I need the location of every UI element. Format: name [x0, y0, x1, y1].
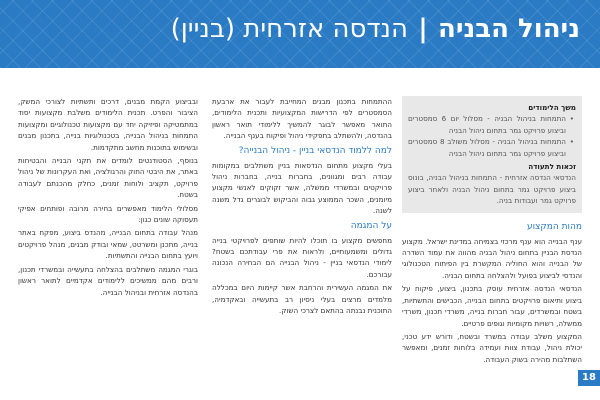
page-number: 18 — [578, 370, 600, 386]
paragraph: בנוסף, הסטודנטים לומדים את תקני הבנייה והבטיחות באתר, את היבטי החוק והרגולציה, ואת העקרונות של ניהול פרויקט, תקציב ולוחות זמנים, כחלק מהכנתם לעבודה בשטח. — [18, 156, 198, 200]
paragraph: ההתמחות בתכנון מבנים המחייבת לעבור את ארבעת הסמסטרים לפי הדרישות המקצועיות ותכנית הלימודים, התואר מאפשר לבוגר להמשיך ללימודי תואר ראשון בהנדסה, ולהשתלב בתפקידי ניהול ופיקוח בענף הבנייה. — [212, 97, 392, 141]
info-box — [402, 96, 582, 213]
paragraph: ובביצוע הקמת מבנים, דרכים ותשתיות לצורכי המשק, הציבור והפרט. תכנית הלימודים משלבת מקצועות יסוד במתמטיקה ופיזיקה יחד עם מקצועות טכנולוגיים ומקצועות התמחות בניהול הבנייה, בטכנולוגיות בנייה, בתכנון מבנים ובשימוש בתוכנות מחשב מתקדמות. — [18, 97, 198, 152]
title-regular: הנדסה אזרחית (בניין) — [170, 14, 408, 44]
cert-heading: זכאות לתעודה — [528, 162, 576, 172]
list-item: • התמחות בניהול הבניה - מסלול יום 6 סמסטרים וביצוע פרויקט גמר בתחום ניהול הבניה — [408, 113, 566, 136]
section-heading: מהות המקצוע — [526, 221, 582, 232]
paragraph: מסלולי הלימוד מאפשרים בחירה מרובה ופותחים אפיקי תעסוקה שונים כגון: — [18, 203, 198, 225]
paragraph: מנהל עבודה בתחום הבנייה, מהנדס ביצוע, מפקח באתר בנייה, מתכנן ומשרטט, שמאי ובודק מבנים, מנהל פרויקטים ויועץ בתחום הבנייה והתשתיות. — [18, 228, 198, 261]
paragraph: ענף הבנייה הוא ענף מרכזי בצמיחה במדינת ישראל. מקצוע הנדסת הבניין בתחום ניהול הבניה מהווה את עמוד השדרה של הבנייה והוא החוליה המקשרת בין הפיתוח הטכנולוגי והנדסי לביצוע בפועל ולהצלחה בתחום הבניה. — [402, 236, 582, 280]
duration-list — [408, 113, 576, 159]
paragraph: הנדסאי הנדסה אזרחית עוסק בתכנון, ביצוע, פיקוח על ביצוע ותיאום פרויקטים בתחום הבנייה, הכבישים והתשתיות, בשטח ובמשרדים, עבור חברות בנייה, משרדי תכנון, משרדי ממשלה, רשויות מקומיות וגופים פרטיים. — [402, 284, 582, 328]
right-column — [402, 96, 582, 367]
title-separator: | — [418, 14, 428, 44]
paragraph: בוגרי המגמה משתלבים בהצלחה בתעשייה ובמשרדי תכנון, ורבים מהם ממשיכים ללימודים אקדמיים לתואר ראשון בהנדסה אזרחית ובניהול הבנייה. — [18, 264, 198, 297]
cert-text: הנדסאי הנדסה אזרחית - התמחות בניהול הבניה, בונוס ביצוע פרויקט גמר בתחום ניהול הבניה ולאחר ביצוע פרויקט גמר ועבודות בניה. — [408, 173, 576, 206]
middle-column — [212, 96, 392, 319]
header-banner — [0, 0, 600, 68]
section-heading: למה ללמוד הנדסאי בניין - ניהול הבנייה? — [238, 145, 392, 156]
paragraph: מחפשים מקצוע בו תוכלו להיות שותפים לפרויקטי בנייה גדולים ומשמעותיים, ולראות את פרי עבודתכם בשטח? לימודי הנדסאי בניין - ניהול הבנייה הם הבחירה הנכונה עבורכם. — [212, 235, 392, 279]
page-title — [171, 14, 580, 44]
duration-heading: משך הלימודים — [528, 103, 576, 112]
title-bold: ניהול הבניה — [437, 14, 580, 44]
left-column — [18, 96, 198, 300]
paragraph: בעלי מקצוע מתחום הנדסאות בניין משתלבים במקומות עבודה רבים ומגוונים, בחברות בנייה, בחברות ניהול פרויקטים ובמשרדי ממשלה, אשר זקוקים לאנשי מקצוע מיומנים, השכר הממוצע גבוה והביקוש לבוגרים גדל משנה לשנה. — [212, 160, 392, 216]
section-heading: על המגמה — [350, 220, 392, 231]
list-item: • התמחות בניהול הבניה - מסלול משולב 8 סמסטרים וביצוע פרויקט גמר בתחום ניהול הבניה — [408, 136, 566, 159]
paragraph: המקצוע משלב עבודה במשרד ובשטח, ודורש ידע טכני, יכולת ניהול, עבודת צוות ועמידה בלוחות זמנים, ומאפשר השתלבות מהירה בשוק העבודה. — [402, 331, 582, 364]
paragraph: את המגמה העשירית והרחבת אשר קיימות היום במכללה מלמדים מרצים בעלי ניסיון רב בתעשייה ובאקדמיה, התוכנית נבנתה בהתאם לצרכי השוק. — [212, 283, 392, 316]
